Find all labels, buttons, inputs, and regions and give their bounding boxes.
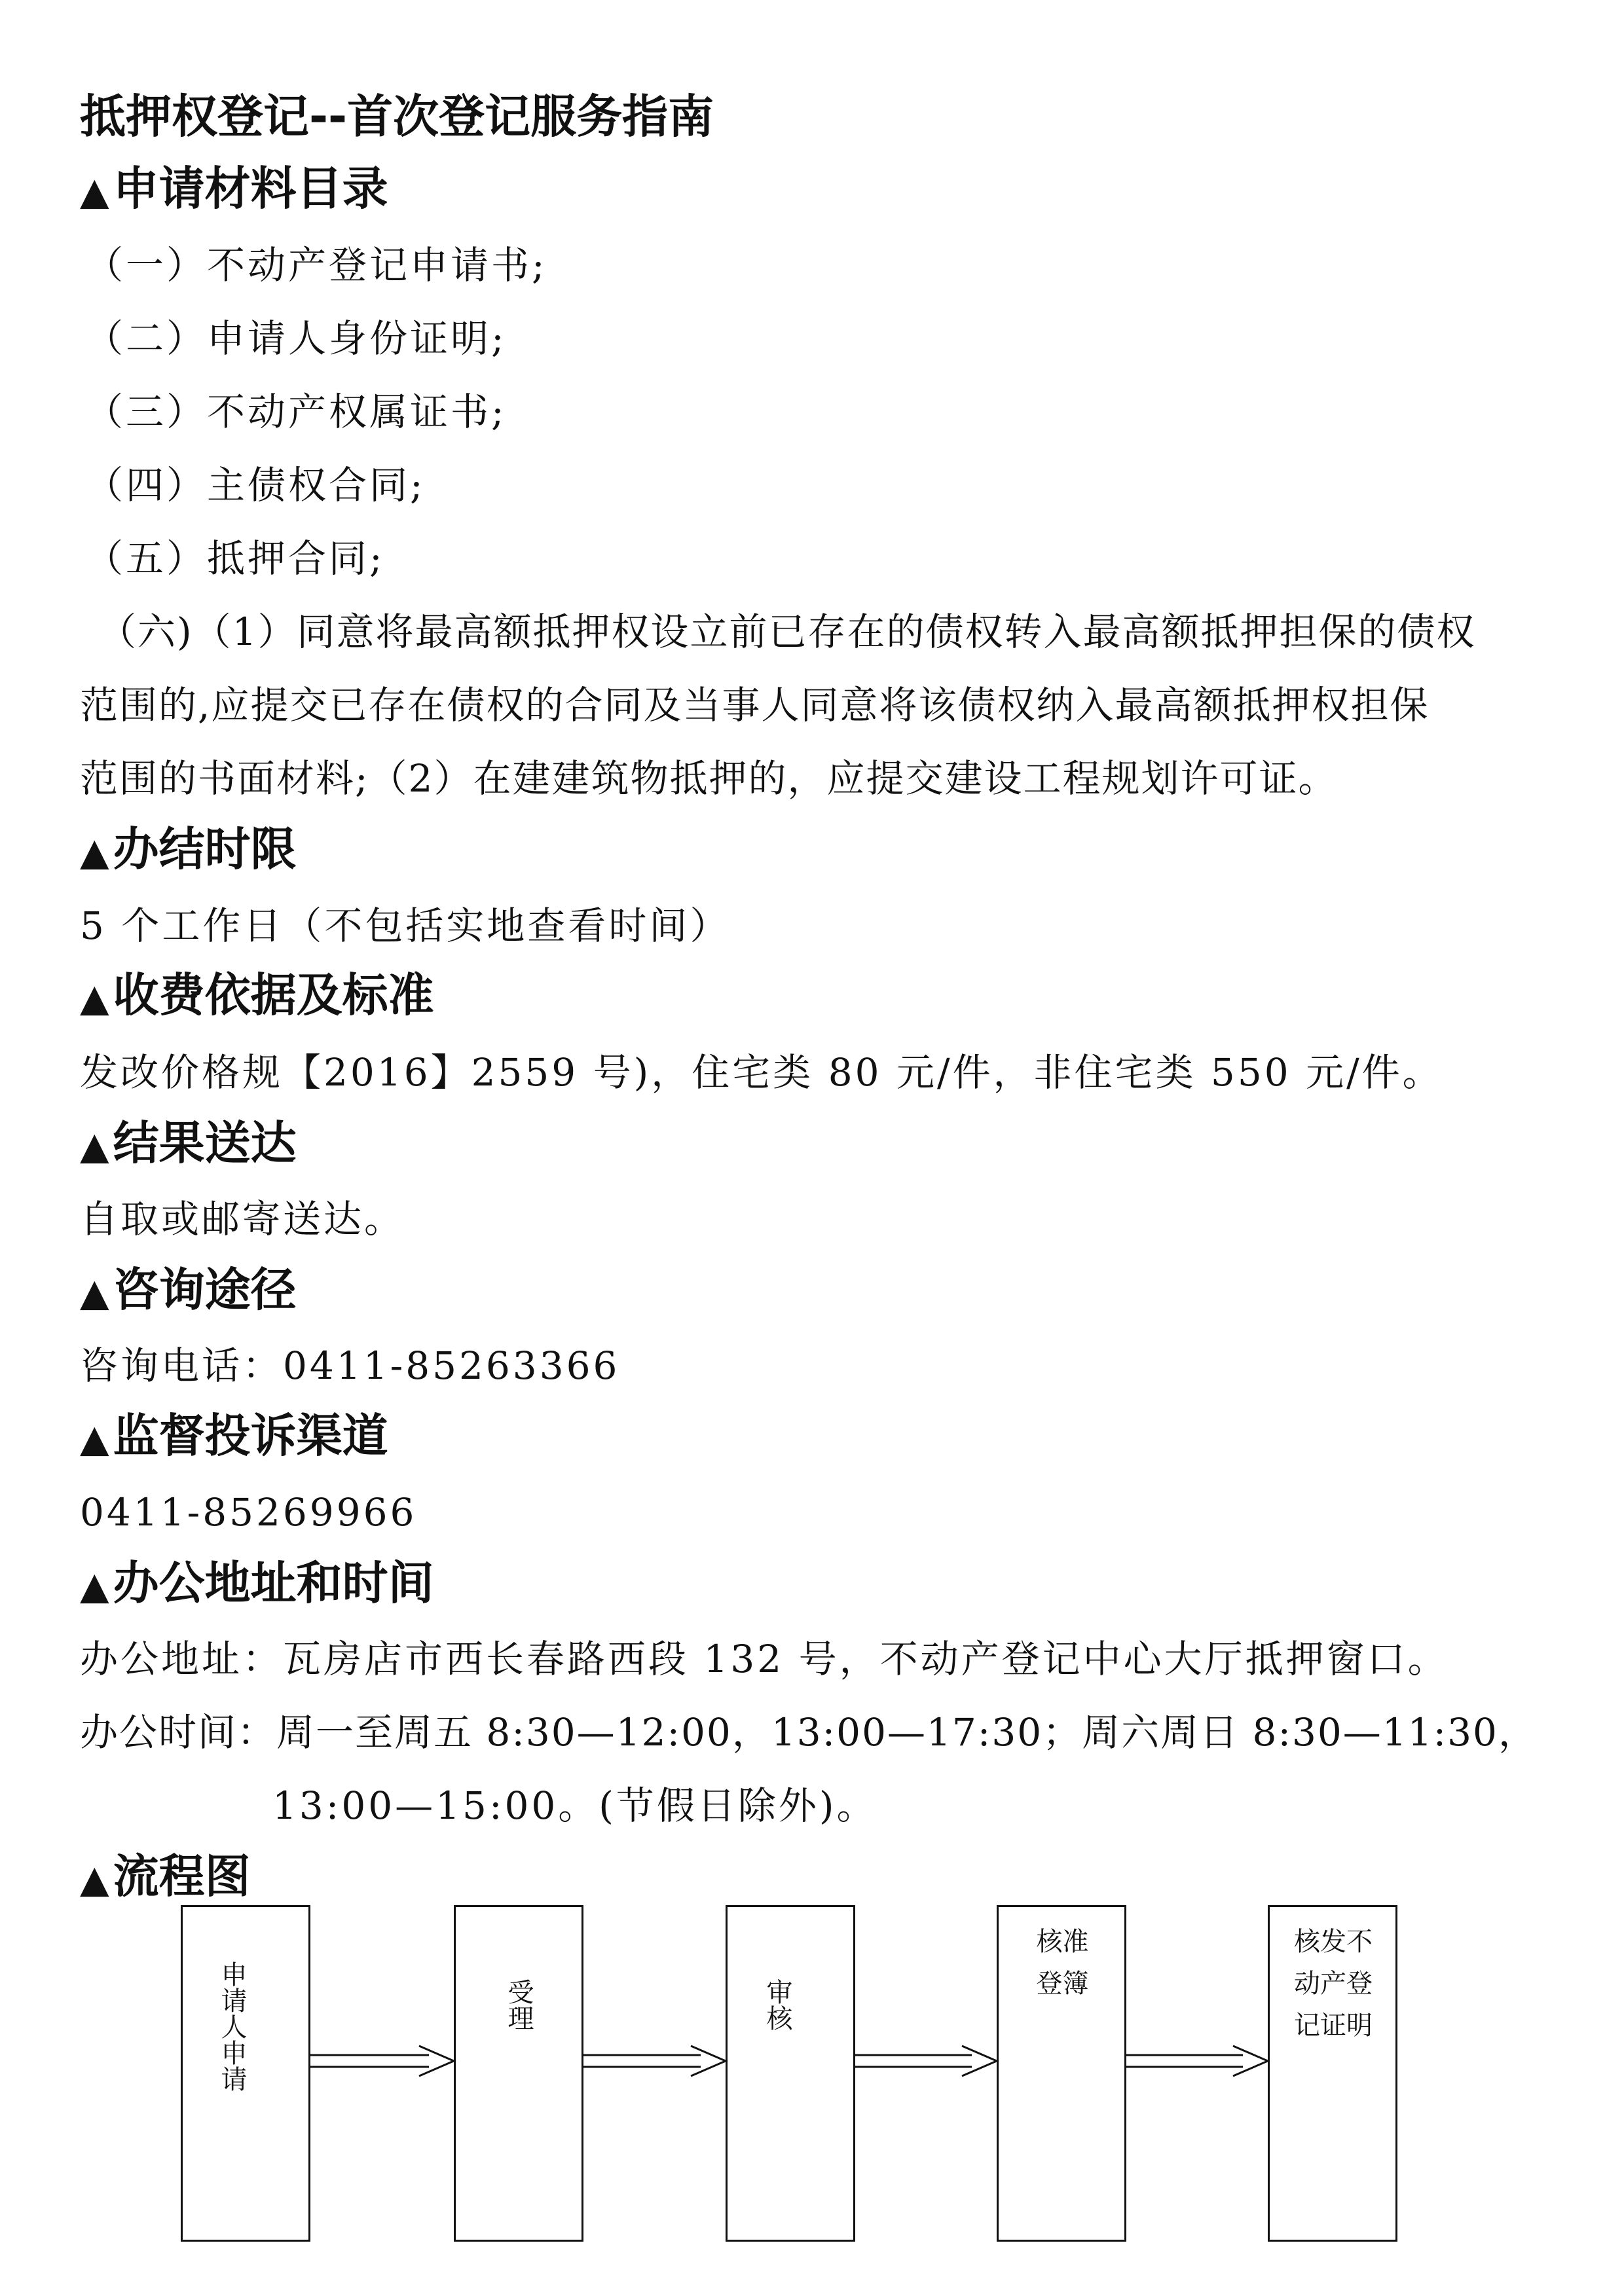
materials-heading: ▲申请材料目录 xyxy=(80,162,388,215)
office-address-text: 办公地址：瓦房店市西长春路西段 132 号，不动产登记中心大厅抵押窗口。 xyxy=(80,1637,1449,1681)
consult-heading: ▲咨询途径 xyxy=(80,1263,297,1317)
office-hours-line-1: 办公时间：周一至周五 8:30—12:00，13:00—17:30；周六周日 8:30—11:30， xyxy=(80,1710,1538,1755)
double-arrow-icon xyxy=(310,2046,454,2076)
triangle-icon: ▲ xyxy=(80,1270,109,1315)
triangle-icon: ▲ xyxy=(80,829,109,874)
triangle-icon: ▲ xyxy=(80,1857,109,1901)
delivery-heading: ▲结果送达 xyxy=(80,1116,297,1170)
flow-step-issue-label: 核发不动产登记证明 xyxy=(1294,1927,1373,2041)
double-arrow-icon xyxy=(583,2046,726,2076)
triangle-icon: ▲ xyxy=(80,975,109,1020)
page-title: 抵押权登记--首次登记服务指南 xyxy=(80,90,714,143)
material-item-4: （四）主债权合同; xyxy=(85,463,426,507)
office-heading: ▲办公地址和时间 xyxy=(80,1556,434,1610)
fees-heading: ▲收费依据及标准 xyxy=(80,968,434,1022)
triangle-icon: ▲ xyxy=(80,1416,109,1461)
triangle-icon: ▲ xyxy=(80,1563,109,1608)
material-item-1: （一）不动产登记申请书; xyxy=(85,243,547,287)
flow-heading: ▲流程图 xyxy=(80,1850,251,1903)
triangle-icon: ▲ xyxy=(80,1123,109,1168)
material-item-5: （五）抵押合同; xyxy=(85,536,385,581)
complaint-phone-text: 0411-85269966 xyxy=(80,1490,417,1535)
flow-step-approve-label: 核准登簿 xyxy=(1036,1927,1089,1999)
flow-step-review-label: 审核 xyxy=(762,1978,792,2031)
flow-step-accept-label: 受理 xyxy=(504,1978,534,2031)
material-item-6-line-3: 范围的书面材料;（2）在建建筑物抵押的，应提交建设工程规划许可证。 xyxy=(80,756,1338,801)
material-item-6-line-1: （六)（1）同意将最高额抵押权设立前已存在的债权转入最高额抵押担保的债权 xyxy=(98,610,1476,654)
material-item-2: （二）申请人身份证明; xyxy=(85,316,507,361)
delivery-text: 自取或邮寄送达。 xyxy=(80,1197,405,1241)
complaint-heading: ▲监督投诉渠道 xyxy=(80,1409,388,1463)
double-arrow-icon xyxy=(855,2046,997,2076)
double-arrow-icon xyxy=(1126,2046,1268,2076)
fees-text: 发改价格规【2016】2559 号)，住宅类 80 元/件，非住宅类 550 元/件。 xyxy=(80,1050,1443,1095)
material-item-6-line-2: 范围的,应提交已存在债权的合同及当事人同意将该债权纳入最高额抵押权担保 xyxy=(80,683,1430,727)
time-limit-text: 5 个工作日（不包括实地查看时间） xyxy=(80,903,731,948)
time-limit-heading: ▲办结时限 xyxy=(80,822,297,876)
material-item-3: （三）不动产权属证书; xyxy=(85,390,507,434)
triangle-icon: ▲ xyxy=(80,169,109,213)
flow-step-apply-label: 申请人申请 xyxy=(217,1961,247,2092)
office-hours-line-2: 13:00—15:00。(节假日除外)。 xyxy=(272,1783,877,1828)
consult-phone-text: 咨询电话：0411-85263366 xyxy=(80,1343,620,1388)
